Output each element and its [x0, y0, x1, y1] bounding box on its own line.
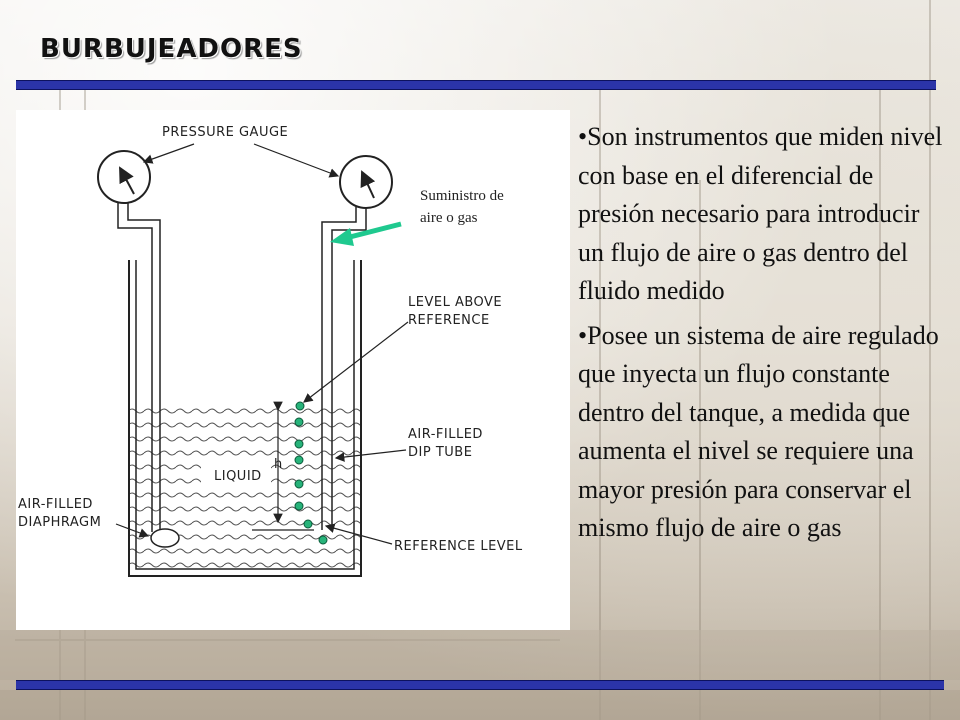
page-title: BURBUJEADORES	[40, 34, 303, 64]
bottom-divider	[16, 680, 944, 690]
label-reference-level: REFERENCE LEVEL	[394, 539, 523, 554]
bubbler-diagram	[16, 110, 570, 630]
bullet-item-2: •Posee un sistema de aire regulado que inyecta un flujo constante dentro del tanque, a medida que aumenta el nivel se requiere una mayor presión para conservar el mismo flujo de aire o gas	[578, 320, 939, 542]
bubble	[295, 440, 303, 448]
annotation-supply-line2: aire o gas	[420, 210, 478, 226]
bubble	[295, 418, 303, 426]
label-reference: REFERENCE	[408, 313, 490, 328]
label-dip-tube: DIP TUBE	[408, 445, 473, 460]
bullet-list	[578, 118, 948, 554]
annotation-supply-line1: Suministro de	[420, 188, 504, 204]
label-diaphragm: DIAPHRAGM	[18, 515, 102, 530]
label-pressure-gauge: PRESSURE GAUGE	[162, 125, 289, 140]
diagram-svg	[16, 110, 570, 630]
bubble	[304, 520, 312, 528]
bubble	[295, 456, 303, 464]
bubble	[296, 402, 304, 410]
label-air-filled: AIR-FILLED	[408, 427, 483, 442]
label-level-above: LEVEL ABOVE	[408, 295, 503, 310]
bubble	[295, 502, 303, 510]
bubble	[295, 480, 303, 488]
label-air-filled-diaphragm: AIR-FILLED	[18, 497, 93, 512]
bullet-item-1: •Son instrumentos que miden nivel con base en el diferencial de presión necesario para introducir un flujo de aire o gas dentro del fluido medido	[578, 122, 943, 305]
top-divider	[16, 80, 936, 90]
bubble	[319, 536, 327, 544]
label-liquid: LIQUID	[214, 469, 262, 484]
label-h: h	[274, 457, 283, 472]
left-pressure-gauge	[98, 151, 160, 260]
